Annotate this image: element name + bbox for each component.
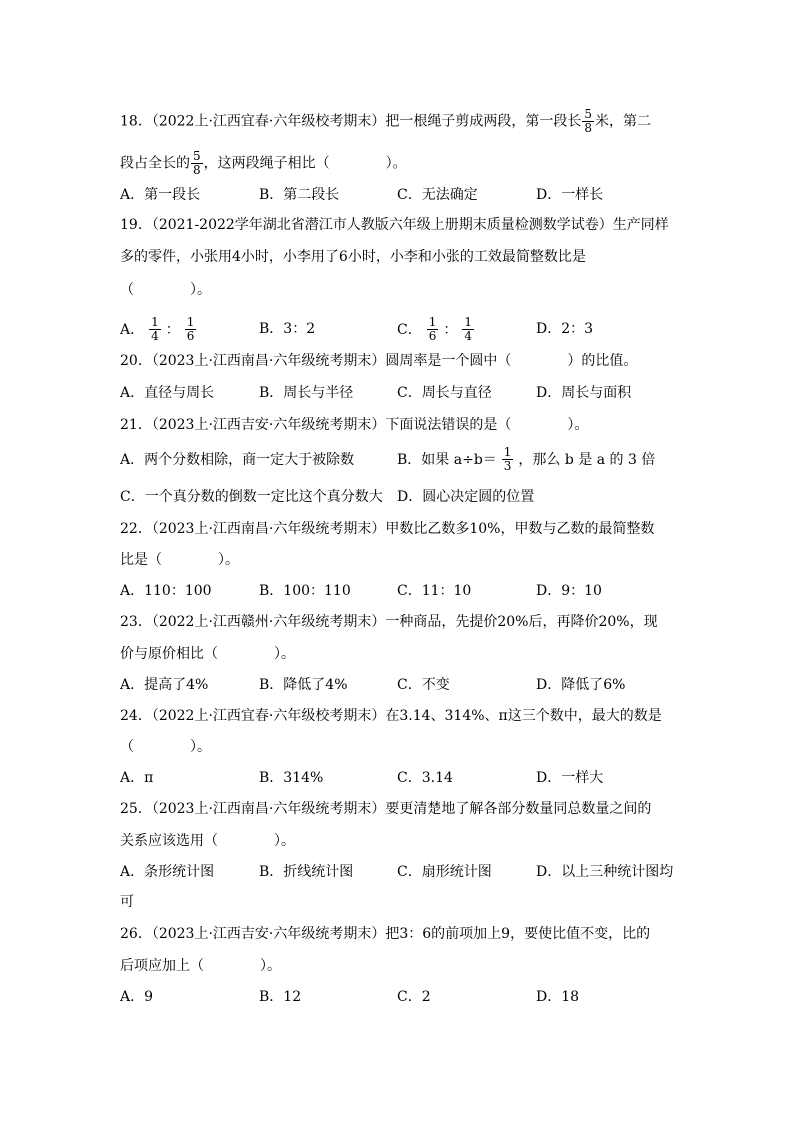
q18-options (120, 186, 680, 206)
option-c[interactable]: C．无法确定 (397, 187, 478, 203)
q19-line3: （ ）。 (120, 282, 211, 298)
q22-line1: 22．（2023上·江西南昌·六年级统考期末）甲数比乙数多10%，甲数与乙数的最简整数 (120, 521, 655, 537)
q20-options (120, 384, 680, 404)
q25-option-d-continued: 可 (120, 894, 134, 910)
fraction: $\frac{1}{6}$ (186, 315, 195, 343)
q26-line1: 26．（2023上·江西吉安·六年级统考期末）把3：6的前项加上9，要使比值不变，比的 (120, 926, 651, 942)
q21-line1: 21．（2023上·江西吉安·六年级统考期末）下面说法错误的是（ ）。 (120, 417, 589, 433)
option-b[interactable]: B．第二段长 (259, 187, 340, 203)
option-b[interactable]: B．100：110 (259, 583, 351, 599)
option-a[interactable]: A．条形统计图 (120, 864, 215, 880)
option-d[interactable]: D．18 (536, 989, 580, 1005)
fraction: $\frac{1}{3}$ (503, 445, 512, 473)
fraction: $\frac{5}{8}$ (193, 149, 201, 177)
option-d[interactable]: D．一样长 (536, 187, 604, 203)
q22-options (120, 582, 680, 602)
option-d[interactable]: D．一样大 (536, 770, 604, 786)
q26-line2: 后项应加上（ ）。 (120, 958, 281, 974)
q19-line2: 多的零件，小张用4小时，小李用了6小时，小李和小张的工效最简整数比是 (120, 249, 586, 265)
option-d[interactable]: D．降低了6% (536, 677, 626, 693)
option-b[interactable]: B．周长与半径 (259, 385, 354, 401)
q21-options-row2 (120, 488, 680, 508)
option-c[interactable]: C．扇形统计图 (397, 864, 492, 880)
q18-line1: 18．（2022上·江西宜春·六年级校考期末）把一根绳子剪成两段，第一段长 $\frac{5}{8}$ 米，第二 (120, 107, 651, 135)
q25-line1: 25．（2023上·江西南昌·六年级统考期末）要更清楚地了解各部分数量同总数量之间的 (120, 801, 652, 817)
option-a[interactable]: A．两个分数相除，商一定大于被除数 (120, 452, 355, 468)
option-b[interactable]: B．3：2 (259, 321, 316, 337)
option-c[interactable]: C．11：10 (397, 583, 472, 599)
option-b[interactable]: B．314% (259, 770, 324, 786)
option-a[interactable]: A．提高了4% (120, 677, 209, 693)
q25-options (120, 863, 680, 883)
option-d[interactable]: D．9：10 (536, 583, 602, 599)
option-b[interactable]: B．降低了4% (259, 677, 348, 693)
fraction: $\frac{1}{6}$ (428, 315, 437, 343)
option-a[interactable]: A．π (120, 770, 154, 786)
q19-options (120, 316, 680, 342)
option-a[interactable]: A．9 (120, 989, 154, 1005)
option-c[interactable]: C．周长与直径 (397, 385, 492, 401)
q23-line2: 价与原价相比（ ）。 (120, 646, 295, 662)
option-c[interactable]: C．一个真分数的倒数一定比这个真分数大 (120, 489, 383, 505)
q19-line1: 19．（2021-2022学年湖北省潜江市人教版六年级上册期末质量检测数学试卷）生产同样 (120, 217, 669, 233)
q23-options (120, 676, 680, 696)
fraction: $\frac{1}{4}$ (464, 315, 472, 343)
option-c[interactable]: C． $\frac{1}{6}$ ： $\frac{1}{4}$ (397, 315, 472, 343)
option-b[interactable]: B．如果 a÷b＝ $\frac{1}{3}$ ，那么 b 是 a 的 3 倍 (397, 445, 656, 473)
q24-line1: 24．（2022上·江西宜春·六年级校考期末）在3.14、314%、π这三个数中，最大的数是 (120, 708, 662, 724)
option-c[interactable]: C．3.14 (397, 770, 453, 786)
q24-line2: （ ）。 (120, 739, 211, 755)
option-a[interactable]: A．第一段长 (120, 187, 201, 203)
q21-options-row1 (120, 446, 680, 474)
q24-options (120, 769, 680, 789)
q23-line1: 23．（2022上·江西赣州·六年级统考期末）一种商品，先提价20%后，再降价20%，现 (120, 614, 658, 630)
option-a[interactable]: A．直径与周长 (120, 385, 215, 401)
option-d[interactable]: D．圆心决定圆的位置 (397, 489, 535, 505)
fraction: $\frac{5}{8}$ (584, 107, 592, 135)
option-b[interactable]: B．12 (259, 989, 302, 1005)
option-d[interactable]: D．2：3 (536, 321, 594, 337)
q18-text: 18．（2022上·江西宜春·六年级校考期末）把一根绳子剪成两段，第一段长 (120, 113, 582, 130)
q22-line2: 比是（ ）。 (120, 552, 239, 568)
option-a[interactable]: A． $\frac{1}{4}$ ： $\frac{1}{6}$ (120, 315, 195, 343)
option-d[interactable]: D．以上三种统计图均 (536, 864, 674, 880)
q18-line2: 段占全长的 $\frac{5}{8}$ ，这两段绳子相比（ ）。 (120, 149, 407, 177)
option-c[interactable]: C．2 (397, 989, 431, 1005)
q20-line1: 20．（2023上·江西南昌·六年级统考期末）圆周率是一个圆中（ ）的比值。 (120, 353, 638, 369)
fraction: $\frac{1}{4}$ (151, 315, 159, 343)
option-d[interactable]: D．周长与面积 (536, 385, 632, 401)
option-a[interactable]: A．110：100 (120, 583, 212, 599)
q26-options (120, 988, 680, 1008)
option-b[interactable]: B．折线统计图 (259, 864, 354, 880)
q25-line2: 关系应该选用（ ）。 (120, 833, 295, 849)
option-c[interactable]: C．不变 (397, 677, 450, 693)
